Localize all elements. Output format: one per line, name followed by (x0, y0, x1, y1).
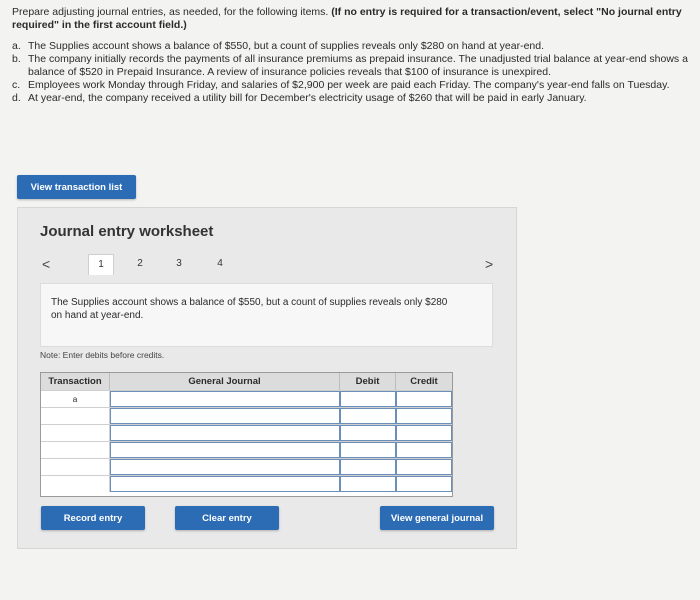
table-row (41, 441, 452, 459)
debit-input[interactable] (340, 442, 396, 458)
transaction-cell (41, 476, 110, 492)
next-arrow-icon[interactable]: > (485, 256, 494, 272)
debit-input[interactable] (340, 459, 396, 475)
instructions (12, 6, 692, 105)
instructions-lead-text: Prepare adjusting journal entries, as needed, for the following items. (12, 6, 332, 18)
instructions-lead (12, 6, 692, 32)
table-row (41, 424, 452, 442)
transaction-cell (41, 442, 110, 458)
credit-input[interactable] (396, 408, 452, 424)
item-marker: a. (12, 40, 21, 52)
debit-header: Debit (340, 373, 396, 390)
account-input[interactable] (110, 425, 340, 441)
debit-input[interactable] (340, 425, 396, 441)
debit-input[interactable] (340, 476, 396, 492)
table-row (41, 458, 452, 476)
account-input[interactable] (110, 408, 340, 424)
table-row (41, 407, 452, 425)
transaction-description-box (40, 283, 493, 347)
credit-input[interactable] (396, 442, 452, 458)
credit-input[interactable] (396, 459, 452, 475)
credit-input[interactable] (396, 425, 452, 441)
transaction-cell (41, 425, 110, 441)
item-text: The Supplies account shows a balance of $550, but a count of supplies reveals only $280 on hand at year-end. (28, 40, 545, 52)
credit-input[interactable] (396, 391, 452, 407)
view-transaction-list-button[interactable]: View transaction list (17, 175, 136, 199)
debit-input[interactable] (340, 391, 396, 407)
tab-2[interactable]: 2 (137, 258, 143, 269)
item-text: The company initially records the payments of all insurance premiums as prepaid insurance. The unadjusted trial balance at year-end shows a balance of $520 in Prepaid Insurance. A review of insurance policies reveals that $100 of insurance is unexpired. (28, 53, 688, 78)
debit-input[interactable] (340, 408, 396, 424)
item-b (12, 53, 692, 79)
account-input[interactable] (110, 391, 340, 407)
journal-entry-worksheet (17, 207, 517, 549)
table-row (41, 475, 452, 493)
tab-1[interactable]: 1 (88, 254, 114, 275)
item-d (12, 92, 692, 105)
general-journal-header: General Journal (110, 373, 340, 390)
account-input[interactable] (110, 442, 340, 458)
transaction-items (12, 40, 692, 105)
item-marker: c. (12, 79, 21, 91)
tab-3[interactable]: 3 (176, 258, 182, 269)
instructions-lead-bold: (If no entry is required for a transaction/event, select "No journal entry required" in the first account field.) (12, 6, 682, 31)
debits-note: Note: Enter debits before credits. (40, 350, 165, 360)
item-a (12, 40, 692, 53)
transaction-header: Transaction (41, 373, 110, 390)
table-row (41, 390, 452, 408)
worksheet-title: Journal entry worksheet (40, 223, 214, 240)
previous-arrow-icon[interactable]: < (42, 256, 51, 272)
item-marker: d. (12, 92, 21, 104)
item-c (12, 79, 692, 92)
clear-entry-button[interactable]: Clear entry (175, 506, 279, 530)
credit-input[interactable] (396, 476, 452, 492)
worksheet-pager (40, 254, 500, 276)
tab-4[interactable]: 4 (217, 258, 223, 269)
item-marker: b. (12, 53, 21, 65)
transaction-description: The Supplies account shows a balance of $550, but a count of supplies reveals only $280 on hand at year-end. (51, 297, 448, 321)
journal-entry-table (40, 372, 453, 497)
transaction-cell (41, 408, 110, 424)
transaction-cell: a (41, 391, 110, 407)
transaction-cell (41, 459, 110, 475)
credit-header: Credit (396, 373, 452, 390)
account-input[interactable] (110, 459, 340, 475)
item-text: Employees work Monday through Friday, and salaries of $2,900 per week are paid each Friday. The company's year-end falls on Tuesday. (28, 79, 670, 91)
account-input[interactable] (110, 476, 340, 492)
view-general-journal-button[interactable]: View general journal (380, 506, 494, 530)
record-entry-button[interactable]: Record entry (41, 506, 145, 530)
item-text: At year-end, the company received a utility bill for December's electricity usage of $260 that will be paid in early January. (28, 92, 587, 104)
